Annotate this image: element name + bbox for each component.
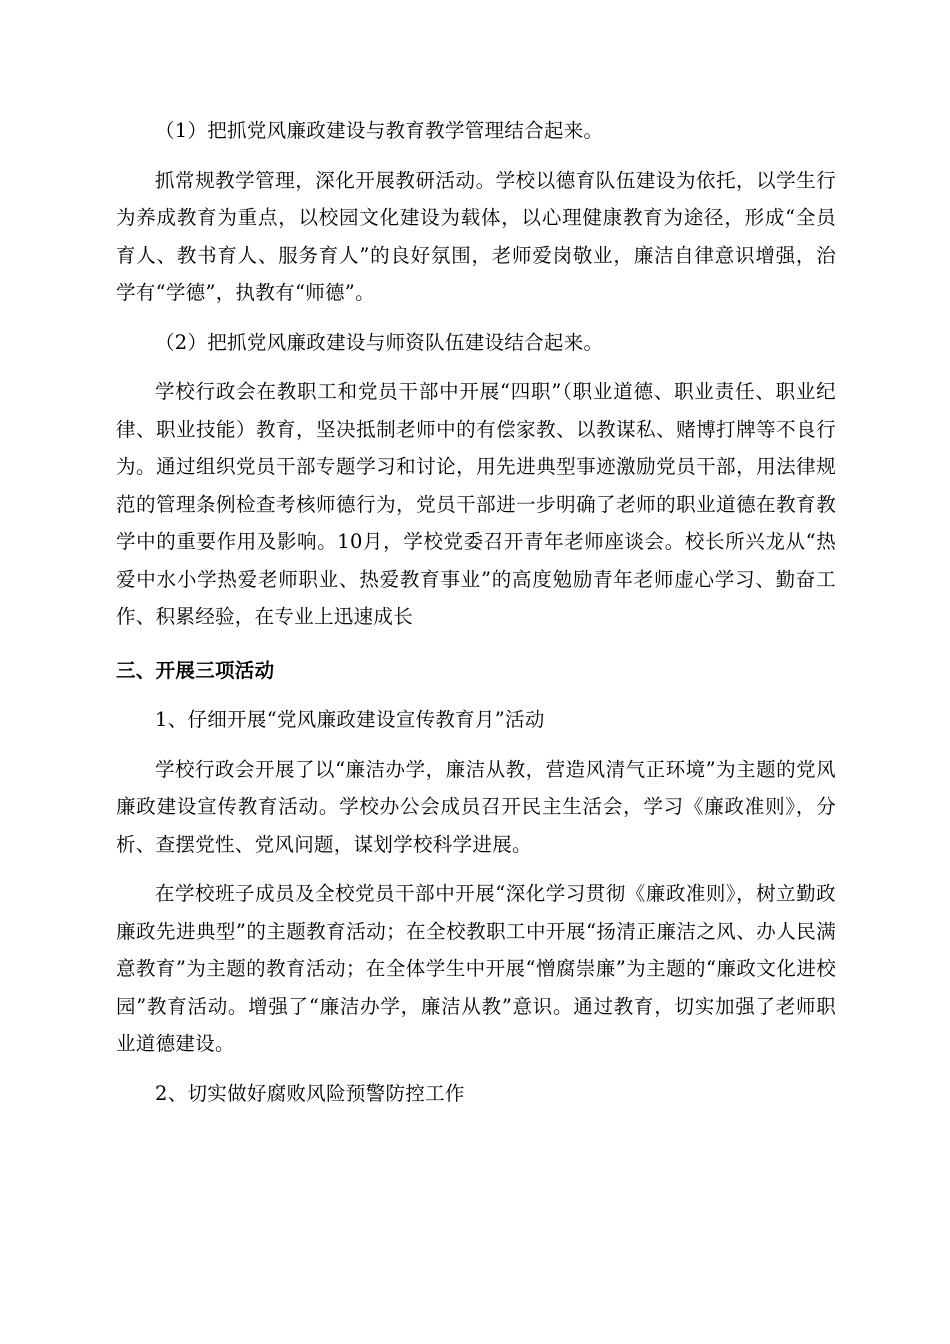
paragraph-teacher-ethics: 学校行政会在教职工和党员干部中开展“四职”（职业道德、职业责任、职业纪律、职业技能）教育，坚决抵制老师中的有偿家教、以教谋私、赌博打牌等不良行为。通过组织党员干部专题学习和讨论，用先进典型事迹激励党员干部，用法律规范的管理条例检查考核师德行为，党员干部进一步明确了老师的职业道德在教育教学中的重要作用及影响。10月，学校党委召开青年老师座谈会。校长所兴龙从“热爱中水小学热爱老师职业、热爱教育事业”的高度勉励青年老师虚心学习、勤奋工作、积累经验，在专业上迅速成长	[116, 380, 836, 628]
paragraph-theme-activities: 在学校班子成员及全校党员干部中开展“深化学习贯彻《廉政准则》，树立勤政廉政先进典型”的主题教育活动；在全校教职工中开展“扬清正廉洁之风、办人民满意教育”为主题的教育活动；在全体学生中开展“憎腐崇廉”为主题的“廉政文化进校园”教育活动。增强了“廉洁办学，廉洁从教”意识。通过教育，切实加强了老师职业道德建设。	[116, 882, 836, 1055]
subheading-2: （2）把抓党风廉政建设与师资队伍建设结合起来。	[155, 330, 604, 354]
paragraph-teaching-management: 抓常规教学管理，深化开展教研活动。学校以德育队伍建设为依托，以学生行为养成教育为重点，以校园文化建设为载体，以心理健康教育为途径，形成“全员育人、教书育人、服务育人”的良好氛围，老师爱岗敬业，廉洁自律意识增强，治学有“学德”，执教有“师德”。	[116, 168, 836, 304]
document-body	[116, 112, 836, 1112]
subheading-activity-1: 1、仔细开展“党风廉政建设宣传教育月”活动	[155, 708, 545, 731]
section-heading-3: 三、开展三项活动	[116, 658, 275, 682]
paragraph-education-month: 学校行政会开展了以“廉洁办学，廉洁从教，营造风清气正环境”为主题的党风廉政建设宣传教育活动。学校办公会成员召开民主生活会，学习《廉政准则》，分析、查摆党性、党风问题，谋划学校科学进展。	[116, 757, 836, 856]
subheading-1: （1）把抓党风廉政建设与教育教学管理结合起来。	[155, 119, 604, 142]
subheading-activity-2: 2、切实做好腐败风险预警防控工作	[155, 1081, 465, 1105]
